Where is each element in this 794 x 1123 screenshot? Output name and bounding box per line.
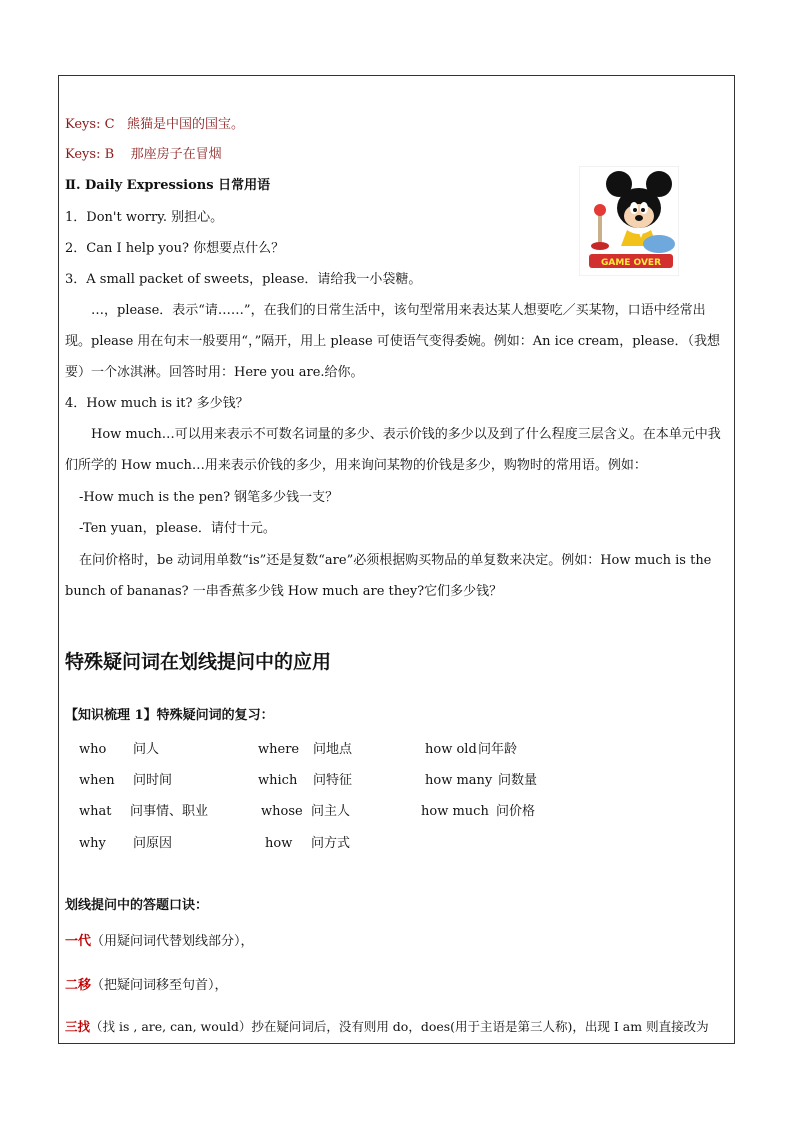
wh-meaning: 问地点 bbox=[313, 742, 353, 757]
wh-word: which bbox=[258, 773, 298, 788]
expression-4-explain: How much…可以用来表示不可数名词量的多少、表示价钱的多少以及到了什么程度三层含义。在本单元中我们所学的 How much…用来表示价钱的多少，用来询问某物的价钱是多少，购物时的常用语。例如： bbox=[65, 427, 721, 473]
mickey-game-over-image bbox=[579, 166, 679, 276]
document-frame bbox=[58, 75, 735, 1044]
wh-word: how much bbox=[421, 804, 489, 819]
expression-4: 4．How much is it? 多少钱？ bbox=[65, 396, 249, 411]
tips-title: 划线提问中的答题口诀： bbox=[65, 898, 209, 913]
wh-word: how bbox=[265, 836, 293, 851]
example-2: -Ten yuan，please．请付十元。 bbox=[79, 521, 276, 536]
wh-meaning: 问方式 bbox=[311, 836, 351, 851]
wh-meaning: 问原因 bbox=[133, 836, 173, 851]
wh-word: what bbox=[79, 804, 112, 819]
example-1: -How much is the pen? 钢笔多少钱一支？ bbox=[79, 490, 339, 505]
key-line-1: Keys: C 熊猫是中国的国宝。 bbox=[65, 117, 244, 132]
mickey-illustration-icon bbox=[579, 166, 679, 276]
wh-meaning: 问价格 bbox=[496, 804, 536, 819]
section2-title: Ⅱ. Daily Expressions 日常用语 bbox=[65, 178, 271, 193]
expression-2: 2．Can I help you? 你想要点什么？ bbox=[65, 241, 285, 256]
wh-meaning: 问主人 bbox=[311, 804, 351, 819]
wh-word: how many bbox=[425, 773, 493, 788]
expression-1: 1．Don't worry. 别担心。 bbox=[65, 210, 224, 225]
tip-2: 二移（把疑问词移至句首）， bbox=[65, 978, 228, 993]
expression-3-explain: …，please．表示“请……”，在我们的日常生活中，该句型常用来表达某人想要吃／买某物，口语中经常出现。please 用在句末一般要用“，”隔开，用上 please 可使语气变得委婉。例如：An ice cream，please．（我想要）一个冰淇淋。回答时用：Here you are.给你。 bbox=[65, 303, 720, 380]
wh-word: why bbox=[79, 836, 106, 851]
key-line-2: Keys: B 那座房子在冒烟 bbox=[65, 147, 222, 162]
wh-meaning: 问数量 bbox=[498, 773, 538, 788]
tip-1: 一代（用疑问词代替划线部分）， bbox=[65, 934, 254, 949]
wh-meaning: 问事情、职业 bbox=[130, 804, 209, 819]
wh-word: how old bbox=[425, 742, 477, 757]
wh-meaning: 问人 bbox=[133, 742, 160, 757]
wh-word: where bbox=[258, 742, 300, 757]
wh-word: when bbox=[79, 773, 115, 788]
is-are-note: 在问价格时，be 动词用单数“is”还是复数“are”必须根据购买物品的单复数来决定。例如：How much is the bunch of bananas? 一串香蕉多少钱 How much are they?它们多少钱？ bbox=[65, 553, 712, 599]
expression-3: 3．A small packet of sweets，please．请给我一小袋糖。 bbox=[65, 272, 422, 287]
game-over-text: GAME OVER bbox=[600, 258, 662, 268]
wh-word: whose bbox=[261, 804, 303, 819]
knowledge-title: 【知识梳理 1】特殊疑问词的复习： bbox=[65, 708, 274, 723]
wh-meaning: 问年龄 bbox=[478, 742, 518, 757]
wh-word: who bbox=[79, 742, 107, 757]
tip-3: 三找（找 is , are, can, would）抄在疑问词后，没有则用 do，does(用于主语是第三人称)，出现 I am 则直接改为 bbox=[65, 1019, 709, 1034]
wh-meaning: 问时间 bbox=[133, 773, 173, 788]
wh-section-title: 特殊疑问词在划线提问中的应用 bbox=[65, 651, 332, 673]
wh-meaning: 问特征 bbox=[313, 773, 353, 788]
